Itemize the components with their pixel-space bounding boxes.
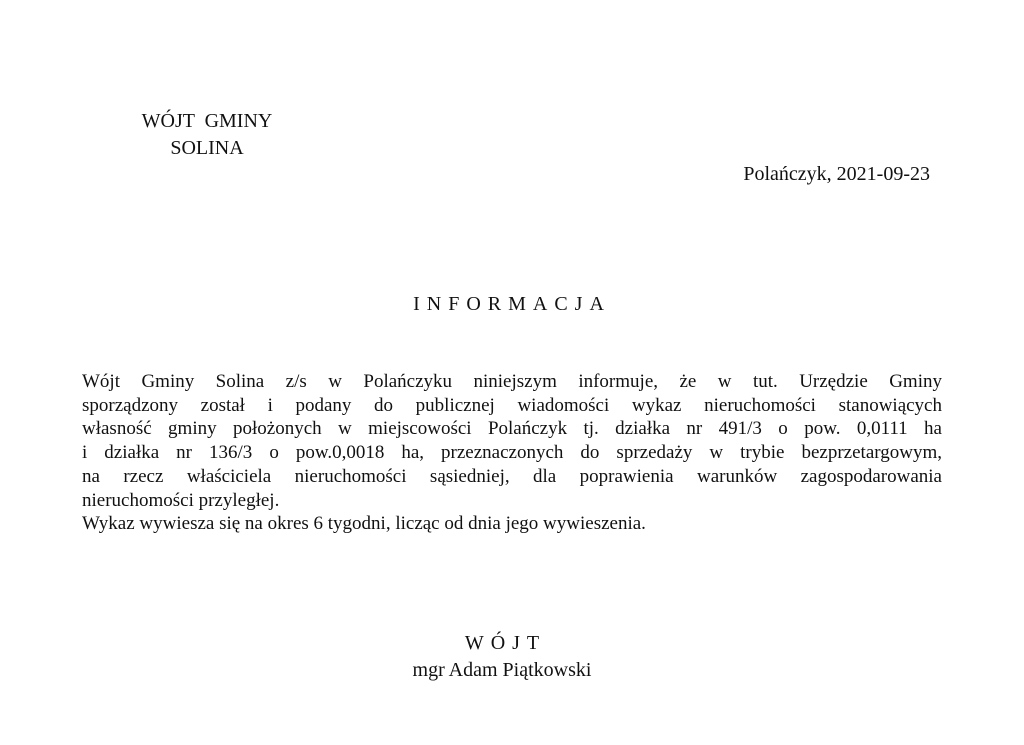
signature-block [352, 630, 652, 684]
body-line: sporządzony został i podany do publicznej wiadomości wykaz nieruchomości stanowiących [82, 394, 942, 416]
body-line: nieruchomości przyległej. [82, 489, 280, 511]
body-line: Wójt Gminy Solina z/s w Polańczyku niniejszym informuje, że w tut. Urzędzie Gminy [82, 371, 942, 392]
issuing-authority [112, 108, 302, 162]
body-line: na rzecz właściciela nieruchomości sąsiedniej, dla poprawienia warunków zagospodarowania [82, 465, 942, 487]
closing-sentence: Wykaz wywiesza się na okres 6 tygodni, licząc od dnia jego wywieszenia. [82, 513, 646, 535]
body-line: i działka nr 136/3 o pow.0,0018 ha, przeznaczonych do sprzedaży w trybie bezprzetargowym, [82, 442, 942, 464]
authority-line-1: WÓJT GMINY [141, 110, 273, 132]
body-line: własność gminy położonych w miejscowości Polańczyk tj. działka nr 491/3 o pow. 0,0111 ha [82, 418, 942, 440]
signatory-name: mgr Adam Piątkowski [412, 659, 592, 681]
signatory-role: WÓJT [464, 632, 547, 654]
place-and-date: Polańczyk, 2021-09-23 [743, 163, 930, 185]
document-title: INFORMACJA [413, 293, 611, 315]
authority-line-2: SOLINA [170, 137, 244, 159]
document-body [82, 370, 942, 536]
